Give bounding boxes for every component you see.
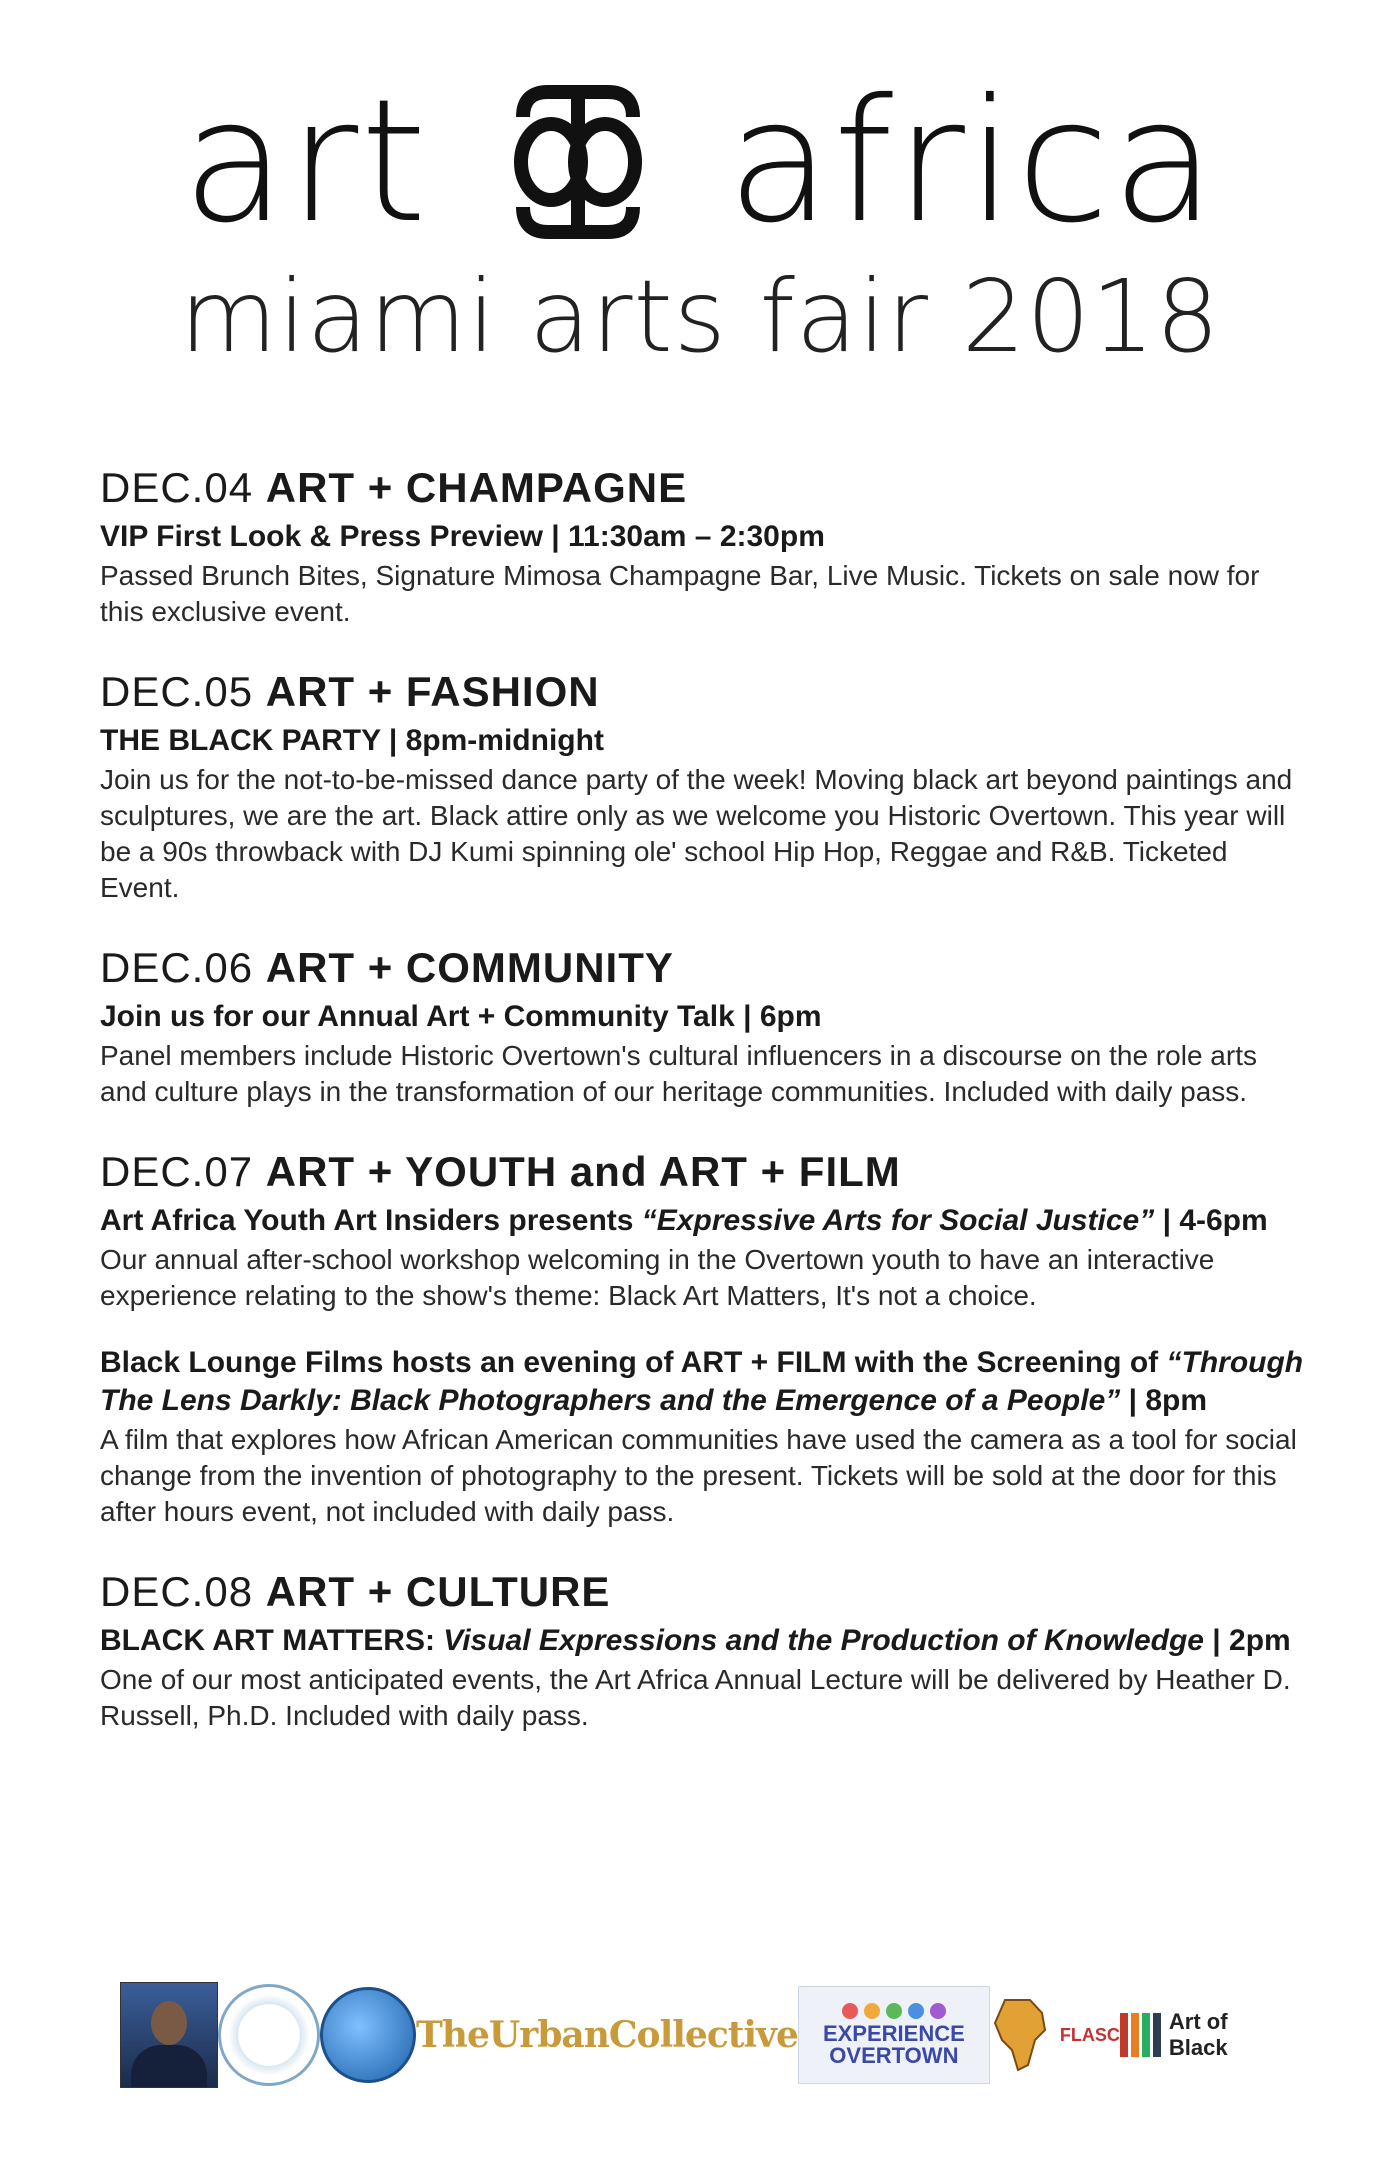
event-description: Join us for the not-to-be-missed dance party of the week! Moving black art beyond paintings and sculptures, we are the art. Black attire only as we welcome you Historic Overtown. This year will be a 90s throwback with DJ Kumi spinning ole' school Hip Hop, Reggae and R&B. Ticketed Event. [100,764,1293,903]
event-dec-06 [100,942,1310,1110]
event-theme: ART + YOUTH and ART + FILM [265,1148,901,1195]
event-dec-05 [100,666,1310,906]
event-title [100,1622,1310,1660]
event-title [100,1202,1310,1240]
event-title: THE BLACK PARTY | 8pm-midnight [100,724,604,757]
event-heading [100,1146,1310,1198]
portrait-photo-icon [120,1982,218,2088]
event-title-italic: “Expressive Arts for Social Justice” [641,1204,1155,1237]
event-theme: ART + CULTURE [265,1568,611,1615]
event-date: DEC.04 [100,464,254,511]
sponsor-urban-collective [416,1985,798,2085]
brand-word-art: art [182,62,429,261]
art-of-black-logo-text: Art of Black [1168,2009,1228,2060]
event-title-suffix: | 4-6pm [1154,1204,1268,1237]
fair-subtitle: miami arts fair 2018 [179,258,1221,375]
flasc-logo-text: FLASC [1059,2024,1120,2045]
sub-event-film [100,1344,1310,1530]
event-date: DEC.08 [100,1568,254,1615]
sub-event-title [100,1344,1310,1420]
event-date: DEC.06 [100,944,254,991]
event-title-prefix: Art Africa Youth Art Insiders presents [100,1204,642,1237]
event-theme: ART + FASHION [265,668,600,715]
event-heading [100,942,1310,994]
globe-seal-icon [320,1987,416,2083]
sponsor-logos [120,1980,1280,2090]
event-dec-08 [100,1566,1310,1734]
event-heading [100,462,1310,514]
sponsor-art-of-black [1120,1985,1280,2085]
sponsor-portrait [120,1985,218,2085]
event-description: Passed Brunch Bites, Signature Mimosa Champagne Bar, Live Music. Tickets on sale now for this exclusive event. [100,560,1260,627]
adinkra-symbol-icon [503,77,653,247]
event-heading [100,1566,1310,1618]
event-heading [100,666,1310,718]
event-dec-04 [100,462,1310,630]
event-description: Our annual after-school workshop welcoming in the Overtown youth to have an interactive experience relating to the show's theme: Black Art Matters, It's not a choice. [100,1244,1215,1311]
flyer-header [0,0,1400,400]
event-title-suffix: | 2pm [1203,1624,1291,1657]
event-list [100,462,1310,1770]
event-dec-07 [100,1146,1310,1530]
sub-event-title-italic: “Through The Lens Darkly: Black Photographers and the Emergence of a People” [100,1346,1304,1417]
sub-event-title-suffix: | 8pm [1120,1384,1208,1417]
experience-overtown-logo [798,1986,990,2084]
event-title: Join us for our Annual Art + Community Talk | 6pm [100,1000,822,1033]
event-description: One of our most anticipated events, the Art Africa Annual Lecture will be delivered by Heather D. Russell, Ph.D. Included with daily pass. [100,1664,1291,1731]
sponsor-city-seal [218,1985,320,2085]
event-theme: ART + COMMUNITY [265,944,674,991]
color-bars-icon [1120,2013,1161,2057]
event-date: DEC.07 [100,1148,254,1195]
event-description: Panel members include Historic Overtown's cultural influencers in a discourse on the role arts and culture plays in the transformation of our heritage communities. Included with daily pass. [100,1040,1257,1107]
urban-collective-logo: TheUrbanCollective [416,2014,798,2056]
city-seal-icon [218,1984,320,2086]
sponsor-flasc [990,1985,1120,2085]
event-theme: ART + CHAMPAGNE [265,464,688,511]
sub-event-description: A film that explores how African American communities have used the camera as a tool for social change from the invention of photography to the present. Tickets will be sold at the door for this after hours event, not included with daily pass. [100,1424,1297,1527]
event-date: DEC.05 [100,668,254,715]
sponsor-experience-overtown [798,1985,990,2085]
event-title-italic: Visual Expressions and the Production of Knowledge [443,1624,1204,1657]
sub-event-title-prefix: Black Lounge Films hosts an evening of ART + FILM with the Screening of [100,1346,1167,1379]
overtown-line-2: OVERTOWN [829,2043,959,2068]
event-title: VIP First Look & Press Preview | 11:30am – 2:30pm [100,520,825,553]
overtown-line-1: EXPERIENCE [822,2021,965,2046]
event-title-prefix: BLACK ART MATTERS: [100,1624,444,1657]
sponsor-globe-seal [320,1985,416,2085]
brand-word-africa: africa [727,62,1218,261]
brand-logo [0,60,1400,261]
africa-map-icon [990,1995,1050,2075]
